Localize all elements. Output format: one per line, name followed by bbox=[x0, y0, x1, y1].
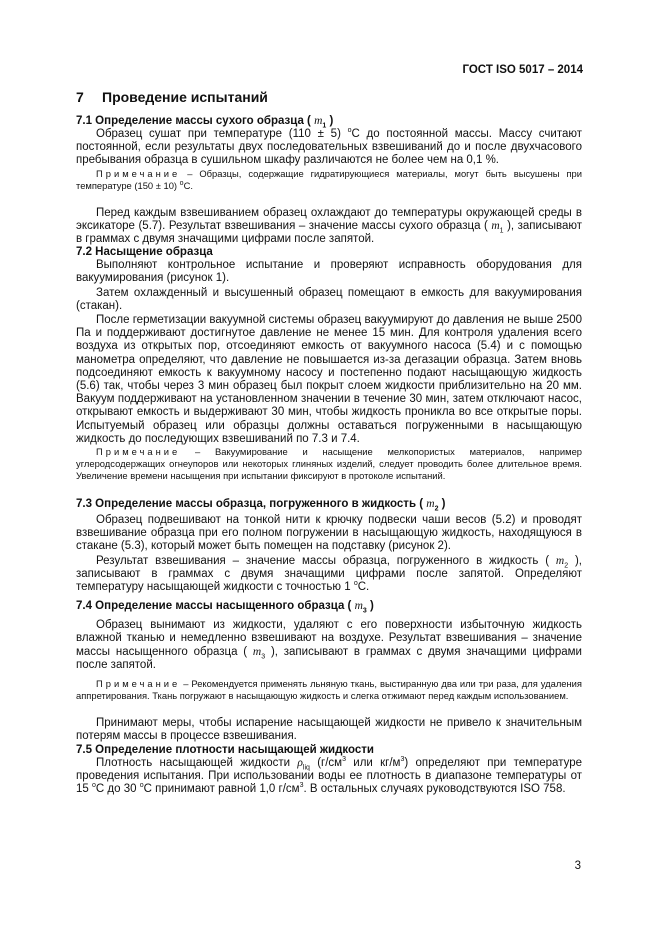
paragraph bbox=[76, 207, 582, 247]
heading-close: ) bbox=[441, 498, 446, 511]
mass-subscript: 2 bbox=[564, 561, 569, 569]
text: – Образцы, содержащие гидратирующиеся материалы, могут быть высушены при температуре (150 ± 10) bbox=[76, 167, 582, 191]
mass-subscript: 1 bbox=[322, 122, 327, 130]
note bbox=[76, 678, 582, 702]
text: (г/см bbox=[309, 756, 343, 769]
text: С до 30 bbox=[95, 782, 140, 795]
page-number: 3 bbox=[574, 860, 581, 872]
text: С до постоянной массы. Массу считают постоянной, если результаты двух последовательных взвешиваний до и после двухчасового пребывания образца в сушильном шкафу различаются не более чем на 0,1 %. bbox=[76, 128, 582, 167]
mass-symbol: m bbox=[426, 498, 435, 511]
paragraph: Затем охлажденный и высушенный образец помещают в емкость для вакуумирования (стакан). bbox=[76, 286, 582, 312]
paragraph: Принимают меры, чтобы испарение насыщающей жидкости не привело к значительным потерям массы в процессе взвешивания. bbox=[76, 717, 582, 743]
superscript: 3 bbox=[342, 755, 346, 763]
superscript: 3 bbox=[299, 782, 304, 790]
subsection-7-4-heading bbox=[76, 600, 582, 613]
text: ), записывают в граммах с двумя значащими цифрами после запятой. Определяют температуру насыщающей жидкости с точностью 1 bbox=[76, 554, 582, 594]
text: Перед каждым взвешиванием образец охлаждают до температуры окружающей среды в эксикаторе (5.7). Результат взвешивания – значение массы сухого образца ( bbox=[76, 206, 582, 232]
paragraph bbox=[76, 757, 582, 797]
mass-subscript: 2 bbox=[434, 505, 439, 513]
mass-subscript: 3 bbox=[362, 607, 367, 615]
mass-symbol: m bbox=[314, 115, 323, 127]
degree-sign: o bbox=[139, 782, 144, 790]
superscript: 3 bbox=[400, 755, 405, 763]
heading-text: 7.4 Определение массы насыщенного образца ( bbox=[76, 600, 352, 613]
mass-symbol: m bbox=[252, 645, 262, 658]
text: – Вакуумирование и насыщение мелкопористых материалов, например углеродсодержащих огнеупоров или некоторых глиняных изделий, следует проводить более длительное время. Увеличение времени насыщения при испытании фиксируют в протоколе испытаний. bbox=[76, 446, 582, 482]
mass-subscript: 3 bbox=[261, 652, 266, 660]
text: ), записывают в граммах с двумя значащими цифрами после запятой. bbox=[76, 645, 582, 671]
degree-sign: o bbox=[347, 127, 352, 135]
heading-close: ) bbox=[329, 115, 334, 127]
text: ) определяют при температуре проведения испытания. При использовании воды ее плотность в диапазоне температуры от 15 bbox=[76, 756, 582, 795]
text: С. bbox=[357, 581, 370, 594]
note bbox=[76, 168, 582, 192]
mass-subscript: 1 bbox=[499, 227, 504, 235]
paragraph bbox=[76, 555, 582, 595]
paragraph: Образец подвешивают на тонкой нити к крючку подвески чаши весов (5.2) и проводят взвешивание образца при его полном погружении в насыщающую жидкость, находящуюся в стакане (5.3), который может быть помещен на подставку (рисунок 2). bbox=[76, 514, 582, 553]
mass-symbol: m bbox=[555, 554, 565, 567]
paragraph bbox=[76, 619, 582, 672]
section-title-text: Проведение испытаний bbox=[102, 89, 268, 105]
paragraph bbox=[76, 128, 582, 168]
note-label: Примечание bbox=[96, 167, 181, 179]
degree-sign: o bbox=[353, 580, 358, 588]
text: Образец вынимают из жидкости, удаляют с его поверхности избыточную жидкость влажной тканью и немедленно взвешивают на воздухе. Результат взвешивания – значение массы насыщенного образца ( bbox=[76, 619, 582, 658]
density-subscript: liq bbox=[302, 763, 310, 771]
note bbox=[76, 446, 582, 482]
text: Образец сушат при температуре (110 ± 5) bbox=[96, 128, 348, 140]
document-header: ГОСТ ISO 5017 – 2014 bbox=[462, 64, 583, 76]
heading-close: ) bbox=[370, 600, 374, 613]
subsection-7-1-heading bbox=[76, 115, 582, 128]
heading-text: 7.3 Определение массы образца, погруженного в жидкость ( bbox=[76, 498, 424, 511]
paragraph: После герметизации вакуумной системы образец вакуумируют до давления не выше 2500 Па и поддерживают достигнутое давление не менее 15 мин. Для контроля удаления всего воздуха из открытых пор, отсоединяют емкость от вакуумного насоса (5.4) и с помощью манометра определяют, что давление не повышается из-за дегазации образца. Затем вновь подсоединяют емкость к вакуумному насосу и постепенно подают насыщающую жидкость (5.6) так, чтобы через 3 мин образец был покрыт слоем жидкости приблизительно на 20 мм. Вакуум поддерживают на установленном значении в течение 30 мин, затем отключают насос, открывают емкость и выдерживают 30 мин, чтобы жидкость проникла во все открытые поры. Испытуемый образец или образцы должны оставаться погруженными в насыщающую жидкость до последующих взвешиваний по 7.3 и 7.4. bbox=[76, 314, 582, 445]
section-title bbox=[76, 89, 582, 105]
note-label: Примечание bbox=[96, 678, 181, 690]
mass-symbol: m bbox=[491, 219, 500, 232]
document-body bbox=[76, 89, 582, 796]
subsection-7-3-heading bbox=[76, 498, 582, 511]
subsection-7-2-heading: 7.2 Насыщение образца bbox=[76, 246, 213, 259]
text: . В остальных случаях руководствуются ISO 758. bbox=[303, 782, 566, 795]
note-label: Примечание bbox=[96, 446, 181, 458]
section-number: 7 bbox=[76, 89, 84, 105]
text: ), записывают в граммах с двумя значащими цифрами после запятой. bbox=[76, 219, 582, 246]
paragraph: Выполняют контрольное испытание и проверяют исправность оборудования для вакуумирования (рисунок 1). bbox=[76, 259, 582, 285]
text: С принимают равной 1,0 г/см bbox=[143, 782, 300, 795]
text: или кг/м bbox=[346, 756, 401, 769]
text: С. bbox=[183, 179, 193, 191]
subsection-7-5-heading: 7.5 Определение плотности насыщающей жидкости bbox=[76, 743, 375, 756]
mass-symbol: m bbox=[354, 600, 363, 613]
degree-sign: o bbox=[92, 782, 96, 790]
density-symbol: ρ bbox=[297, 756, 303, 769]
text: – Рекомендуется применять льняную ткань, выстиранную два или три раза, для удаления аппретирования. Ткань погружают в насыщающую жидкость и слегка отжимают перед каждым использованием. bbox=[76, 678, 582, 702]
text: Результат взвешивания – значение массы образца, погруженного в жидкость ( bbox=[96, 554, 550, 567]
heading-text: 7.1 Определение массы сухого образца ( bbox=[76, 115, 311, 127]
degree-sign: o bbox=[179, 179, 184, 187]
text: Плотность насыщающей жидкости bbox=[96, 756, 298, 769]
